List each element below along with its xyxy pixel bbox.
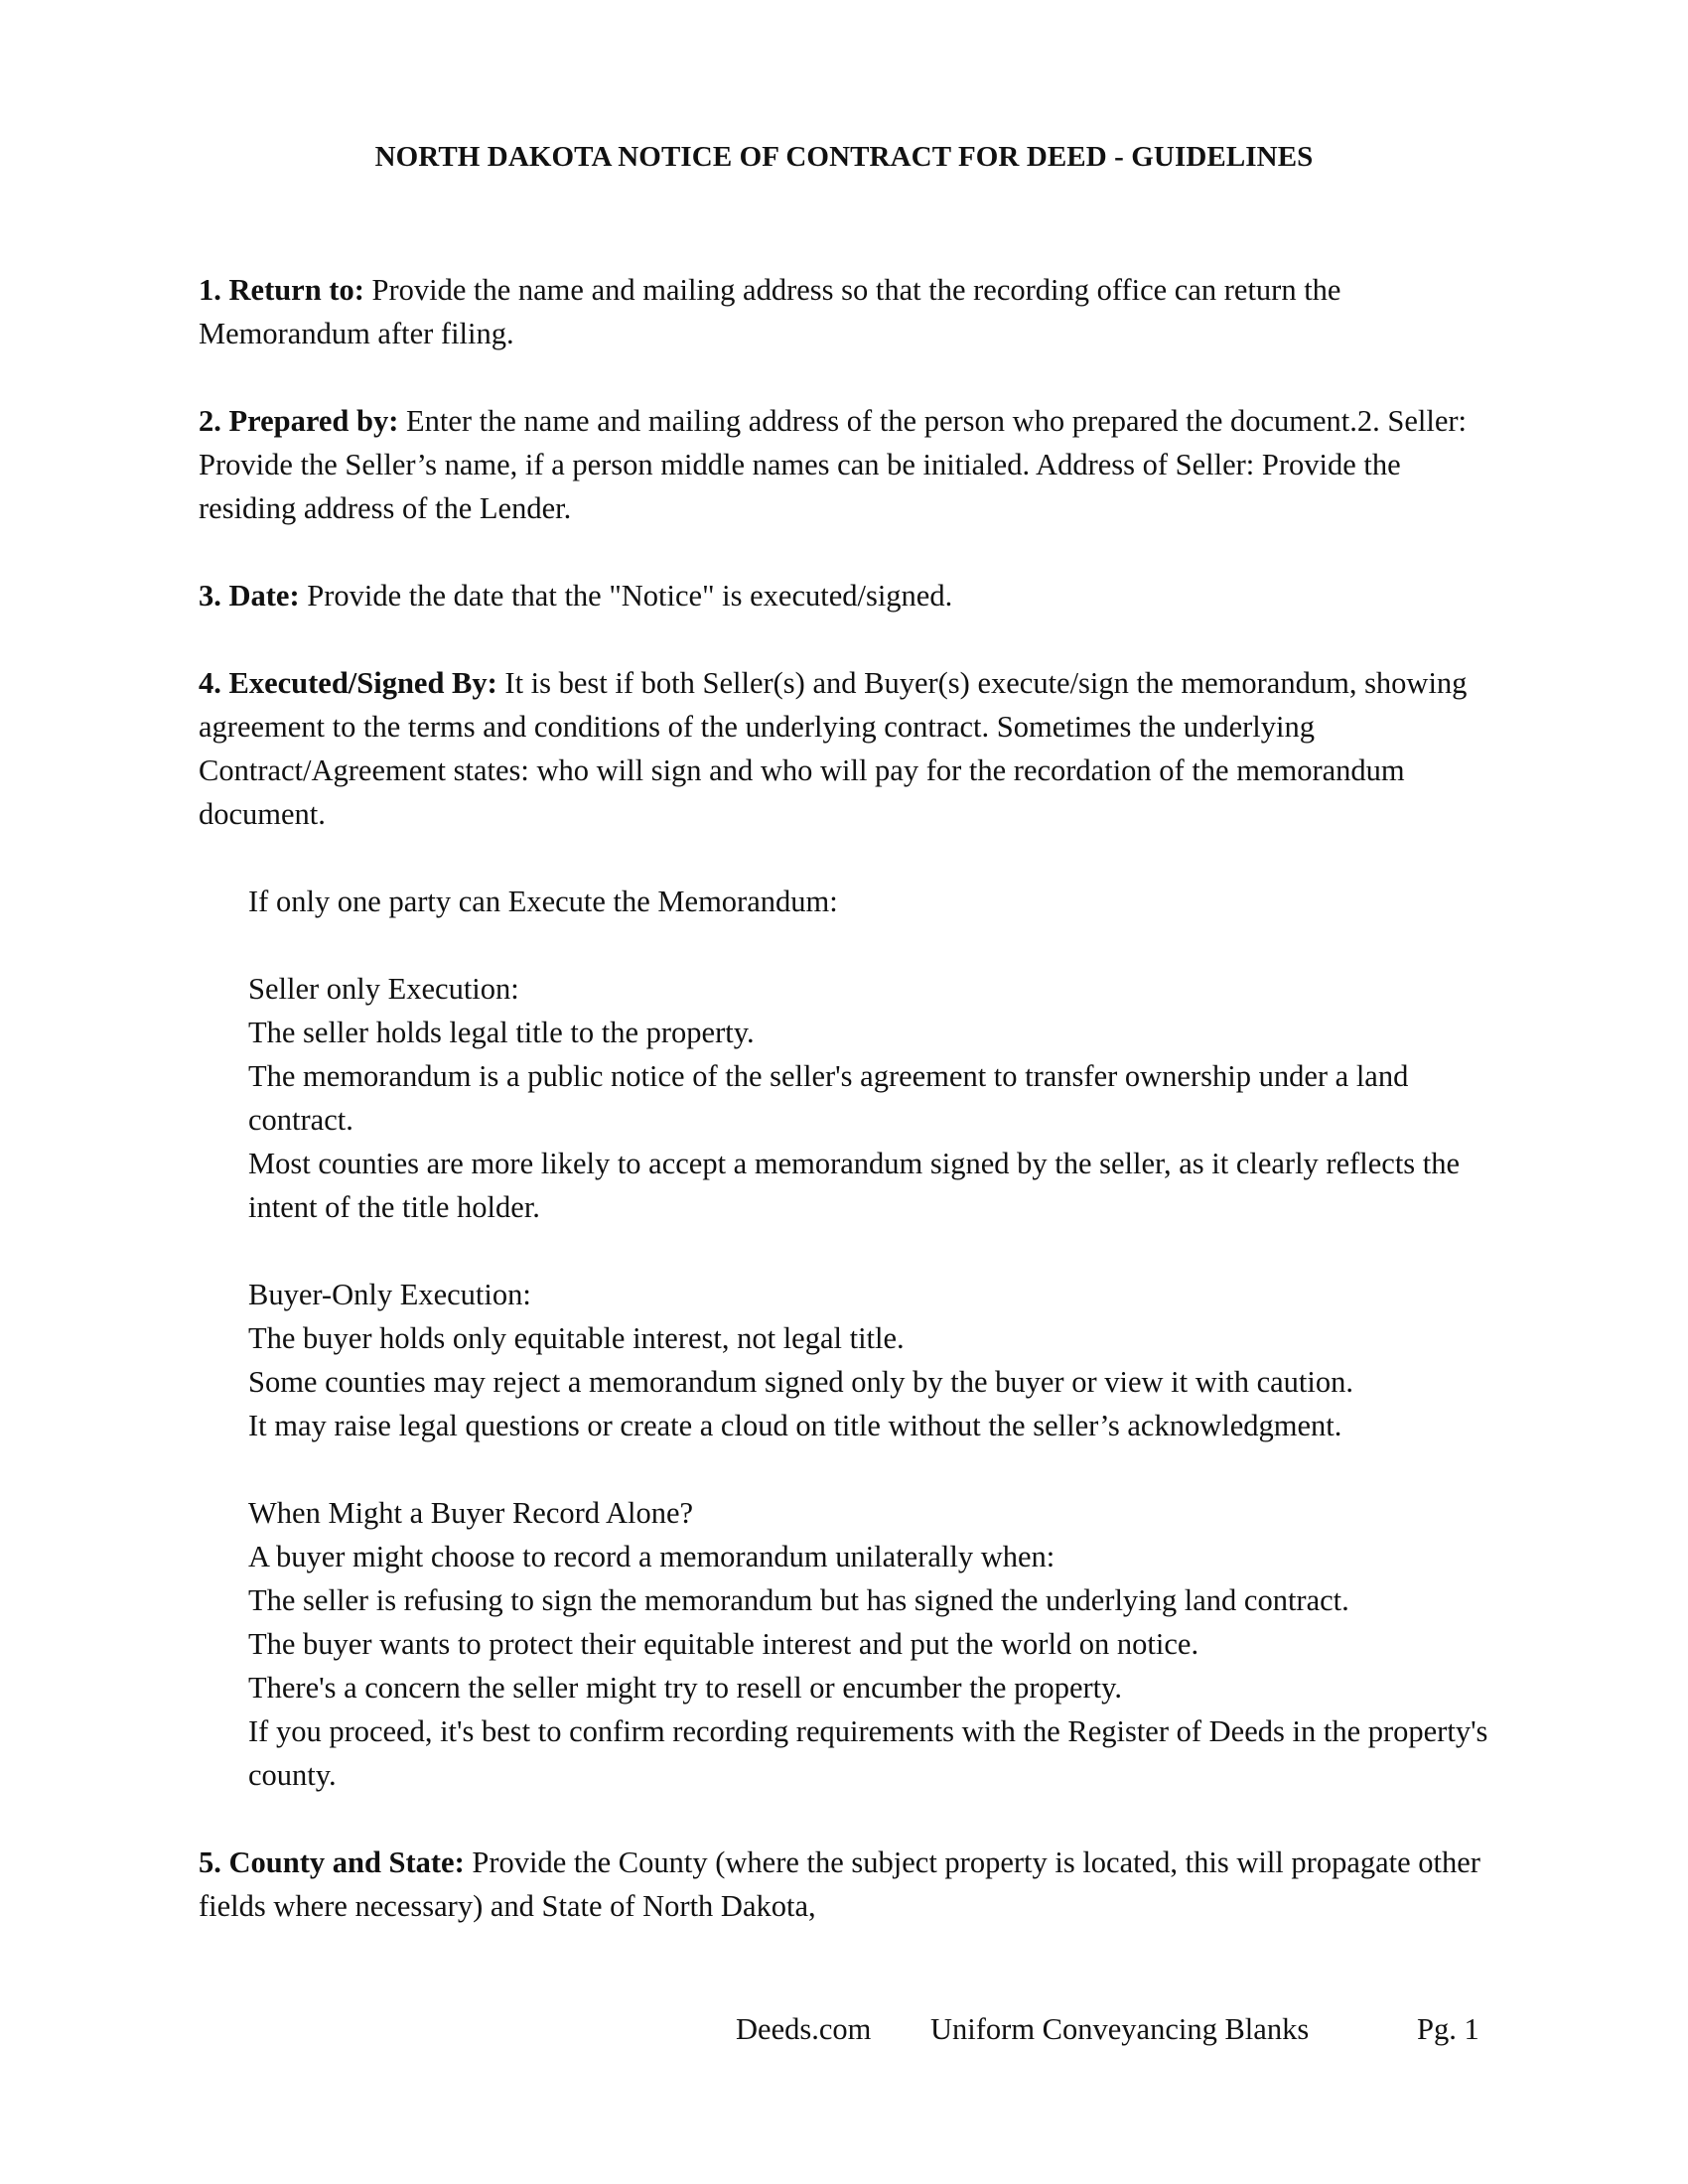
section-executed-signed-by [199,661,1499,836]
footer-site-name: Deeds.com [736,2012,872,2046]
section-county-and-state [199,1841,1499,1928]
seller-only-line: Most counties are more likely to accept a memorandum signed by the seller, as it clearly reflects the intent of the title holder. [248,1147,1461,1224]
buyer-record-alone-block [199,1491,1499,1797]
buyer-record-alone-line: The buyer wants to protect their equitable interest and put the world on notice. [248,1627,1199,1661]
buyer-record-alone-heading: When Might a Buyer Record Alone? [248,1496,694,1530]
buyer-only-line: It may raise legal questions or create a cloud on title without the seller’s acknowledgment. [248,1409,1342,1442]
buyer-record-alone-line: If you proceed, it's best to confirm recording requirements with the Register of Deeds in the property's county. [248,1714,1488,1792]
buyer-only-heading: Buyer-Only Execution: [248,1278,531,1311]
section-label: 4. Executed/Signed By: [199,666,497,700]
section-return-to [199,268,1499,355]
section-label: 1. Return to: [199,273,364,307]
buyer-record-alone-line: A buyer might choose to record a memorandum unilaterally when: [248,1540,1055,1573]
section-label: 3. Date: [199,579,300,613]
document-body [199,268,1499,1972]
seller-only-block [199,967,1499,1229]
buyer-only-line: Some counties may reject a memorandum signed only by the buyer or view it with caution. [248,1365,1353,1399]
footer-form-series: Uniform Conveyancing Blanks [930,2012,1310,2046]
section-text: Enter the name and mailing address of the person who prepared the document.2. Seller: Provide the Seller’s name, if a person middle names can be initialed. Address of Seller: Provide the residing address of the Lender. [199,404,1467,525]
section-text: Provide the date that the "Notice" is executed/signed. [299,579,953,613]
section-text: Provide the name and mailing address so that the recording office can return the Memorandum after filing. [199,273,1341,350]
section-label: 2. Prepared by: [199,404,399,438]
buyer-only-line: The buyer holds only equitable interest, not legal title. [248,1321,905,1355]
section-prepared-by [199,399,1499,530]
seller-only-heading: Seller only Execution: [248,972,519,1006]
buyer-record-alone-line: The seller is refusing to sign the memorandum but has signed the underlying land contract. [248,1583,1349,1617]
section-date [199,574,1499,617]
execution-intro: If only one party can Execute the Memorandum: [248,885,838,918]
buyer-only-block [199,1273,1499,1447]
section-label: 5. County and State: [199,1845,465,1879]
seller-only-line: The seller holds legal title to the property. [248,1016,755,1049]
buyer-record-alone-line: There's a concern the seller might try to resell or encumber the property. [248,1671,1123,1705]
footer-page-number: Pg. 1 [1417,2012,1479,2046]
seller-only-line: The memorandum is a public notice of the seller's agreement to transfer ownership under a land contract. [248,1059,1409,1137]
section-text: It is best if both Seller(s) and Buyer(s) execute/sign the memorandum, showing agreement to the terms and conditions of the underlying contract. Sometimes the underlying Contract/Agreement states: who will sign and who will pay for the recordation of the memorandum document. [199,666,1468,831]
section-text: Provide the County (where the subject property is located, this will propagate other fields where necessary) and State of North Dakota, [199,1845,1480,1923]
page-footer [0,2007,1688,2051]
page-title: NORTH DAKOTA NOTICE OF CONTRACT FOR DEED - GUIDELINES [374,141,1314,173]
